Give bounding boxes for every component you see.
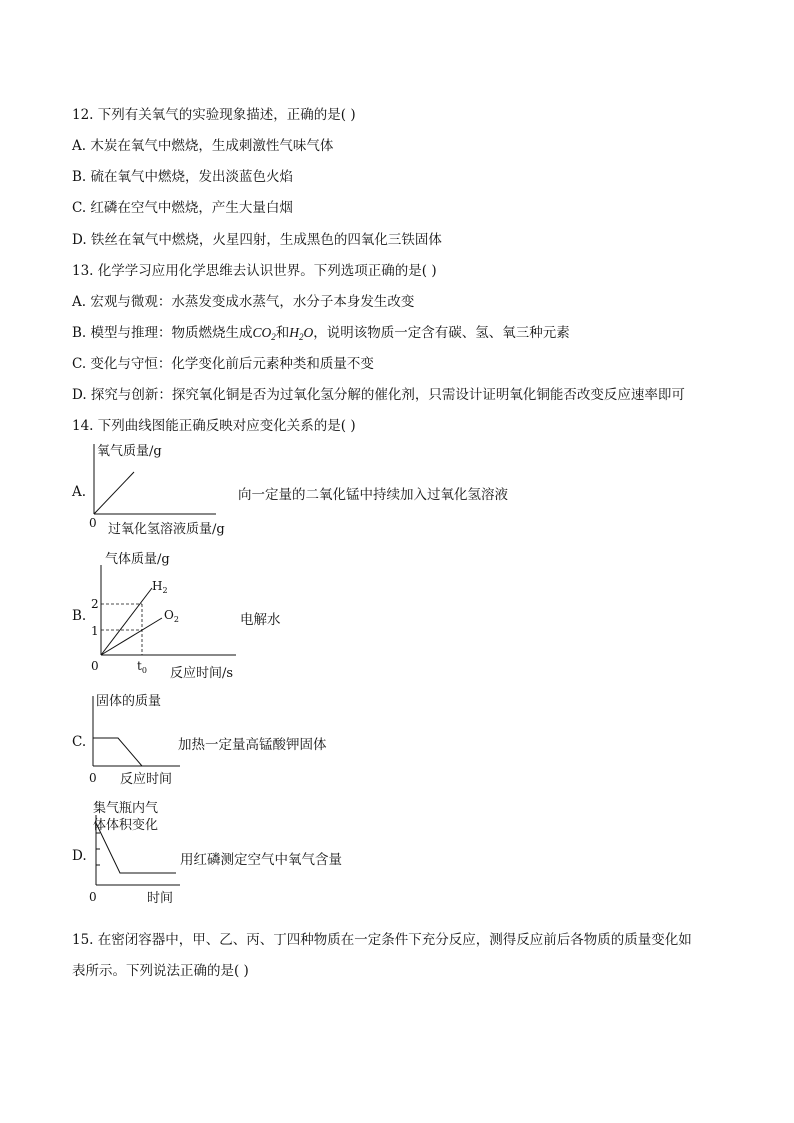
q12-option-a: A. 木炭在氧气中燃烧，生成刺激性气味气体 (72, 138, 334, 154)
q14-b-label: B. (72, 608, 87, 624)
a-ylabel: 氧气质量/g (97, 444, 162, 459)
h2o-o: O (303, 325, 314, 340)
d-ylabel-1: 集气瓶内气 (93, 801, 159, 816)
b-tick-2: 2 (91, 597, 99, 611)
b-h2-line (101, 588, 152, 655)
q14-d-desc: 用红磷测定空气中氧气含量 (180, 852, 342, 868)
b-xlabel: 反应时间/s (170, 666, 234, 681)
h2o-sub: 2 (299, 332, 304, 342)
c-xlabel: 反应时间 (120, 772, 173, 787)
q12-option-c: C. 红磷在空气中燃烧，产生大量白烟 (72, 200, 293, 216)
q14-stem: 14. 下列曲线图能正确反映对应变化关系的是( ) (72, 418, 356, 434)
b-tick-1: 1 (91, 624, 99, 638)
h2o-h: H (289, 325, 300, 340)
a-curve (94, 472, 134, 514)
d-ylabel-2: 体体积变化 (93, 818, 159, 833)
b-t0: $t_0$ (137, 659, 147, 675)
q14-c-label: C. (72, 734, 87, 750)
and-text: 和 (275, 325, 290, 341)
d-origin: 0 (89, 890, 97, 904)
q13-option-a: A. 宏观与微观：水蒸发变成水蒸气，水分子本身发生改变 (72, 294, 415, 310)
co2-sub: 2 (271, 332, 276, 342)
b-o2-label: $O_2$ (164, 608, 179, 624)
b-origin: 0 (91, 659, 99, 673)
a-origin: 0 (89, 516, 97, 530)
q13-option-c: C. 变化与守恒：化学变化前后元素种类和质量不变 (72, 356, 374, 372)
q14-a-label: A. (72, 484, 87, 500)
b-h2-label: $H_2$ (152, 579, 168, 595)
c-ylabel: 固体的质量 (96, 694, 162, 709)
c-origin: 0 (89, 771, 97, 785)
q15-stem-line-1: 15. 在密闭容器中，甲、乙、丙、丁四种物质在一定条件下充分反应，测得反应前后各物质的质量变化如 (72, 932, 692, 948)
h2o-formula (289, 325, 313, 340)
d-xlabel: 时间 (147, 891, 174, 906)
b-o2-line (101, 618, 162, 655)
q12-option-d: D. 铁丝在氧气中燃烧，火星四射，生成黑色的四氧化三铁固体 (72, 232, 442, 248)
q15-stem-line-2: 表所示。下列说法正确的是( ) (72, 963, 249, 979)
c-curve (93, 738, 142, 766)
q14-b-desc: 电解水 (240, 612, 281, 628)
q12-option-b: B. 硫在氧气中燃烧，发出淡蓝色火焰 (72, 169, 294, 185)
q12-stem: 12. 下列有关氧气的实验现象描述，正确的是( ) (72, 107, 356, 123)
q14-a-desc: 向一定量的二氧化锰中持续加入过氧化氢溶液 (238, 487, 508, 503)
co2-main: CO (252, 325, 272, 340)
q13-option-d: D. 探究与创新：探究氧化铜是否为过氧化氢分解的催化剂，只需设计证明氧化铜能否改变反应速率即可 (72, 387, 685, 403)
q13-option-b (72, 321, 570, 342)
a-xlabel: 过氧化氢溶液质量/g (108, 522, 225, 537)
q13-option-b-prefix: B. 模型与推理：物质燃烧生成 (72, 325, 253, 341)
b-ylabel: 气体质量/g (105, 552, 170, 567)
q13-option-b-suffix: ，说明该物质一定含有碳、氢、氧三种元素 (313, 325, 570, 341)
q14-c-desc: 加热一定量高锰酸钾固体 (178, 737, 327, 753)
q13-stem: 13. 化学学习应用化学思维去认识世界。下列选项正确的是( ) (72, 263, 437, 279)
q14-d-label: D. (72, 848, 87, 864)
co2-formula (253, 325, 276, 340)
